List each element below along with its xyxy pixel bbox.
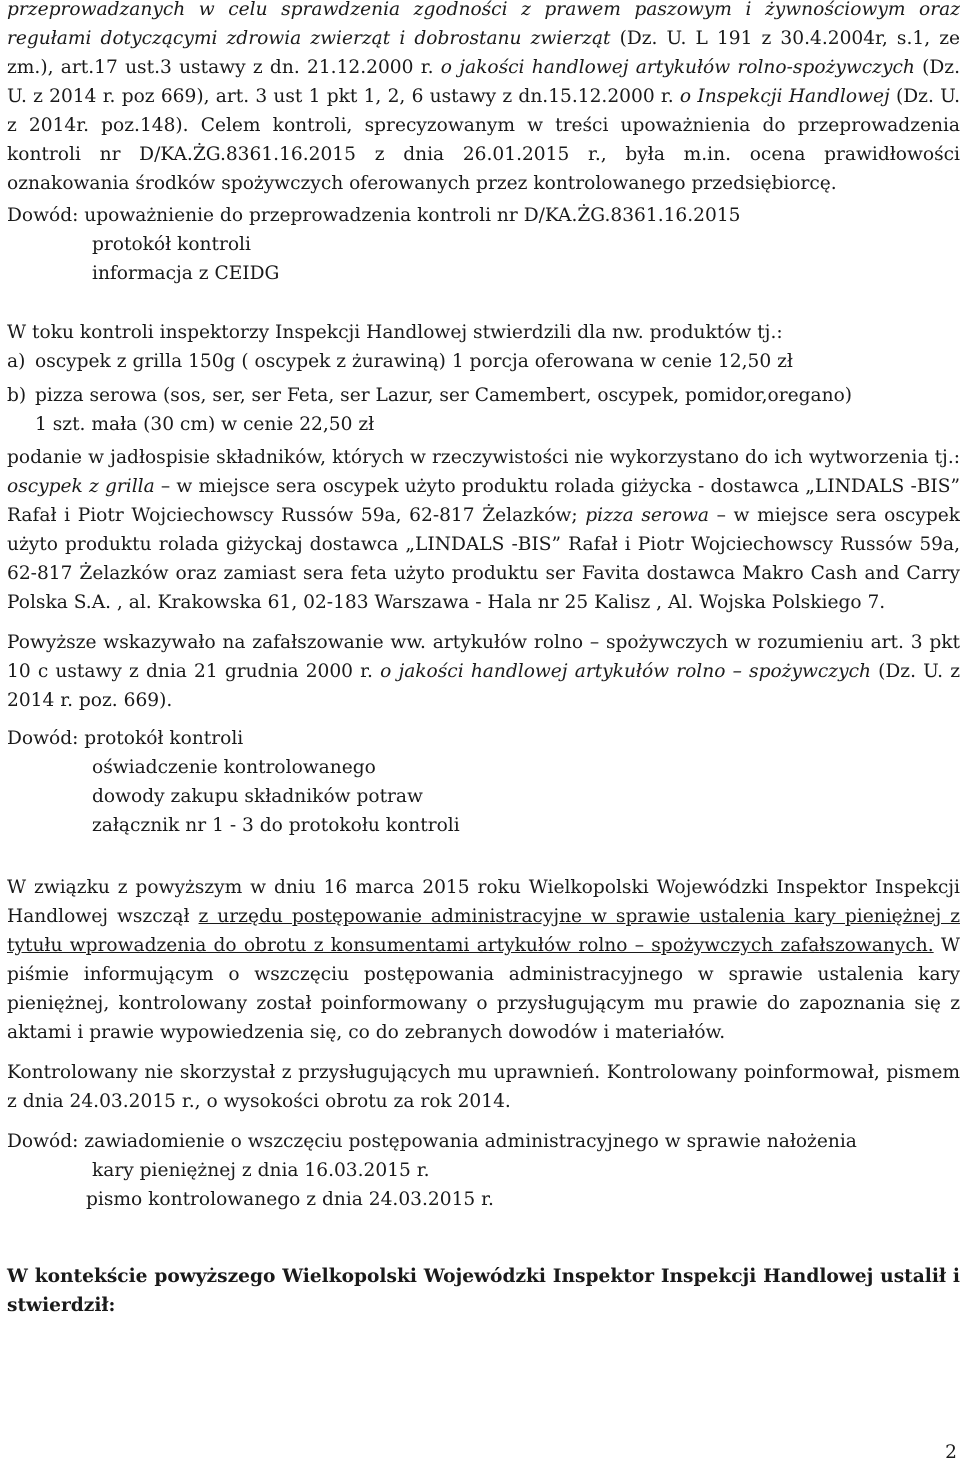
paragraph-ingredients — [7, 443, 960, 617]
list-text: 1 szt. mała (30 cm) w cenie 22,50 zł — [35, 414, 375, 435]
list-text: oscypek z grilla 150g ( oscypek z żurawiną) 1 porcja oferowana w cenie 12,50 zł — [35, 351, 793, 372]
paragraph-legal-basis — [7, 0, 960, 198]
evidence-item: informacja z CEIDG — [92, 263, 280, 284]
text: (Dz. U. z 2014 r. poz 669), art. 3 ust 1 pkt 1, 2, 6 ustawy z dn.15.12.2000 r. — [7, 57, 960, 107]
evidence-item: załącznik nr 1 - 3 do protokołu kontroli — [92, 815, 460, 836]
list-label: b) — [7, 385, 27, 406]
product-name-italic: oscypek z grilla — [7, 476, 155, 497]
regulation-title-italic: przeprowadzanych w celu sprawdzenia zgodności z prawem paszowym i żywnościowym oraz regułami dotyczącymi zdrowia zwierząt i dobrostanu zwierząt — [7, 0, 960, 49]
list-item — [7, 347, 960, 376]
list-label: a) — [7, 351, 26, 372]
product-name-italic: pizza serowa — [585, 505, 710, 526]
act-title-italic: o jakości handlowej artykułów rolno-spożywczych — [440, 57, 915, 78]
evidence-block-1 — [7, 201, 960, 288]
findings-list — [7, 347, 960, 439]
paragraph-conclusion-heading: W kontekście powyższego Wielkopolski Wojewódzki Inspektor Inspekcji Handlowej ustalił i stwierdził: — [7, 1266, 960, 1316]
evidence-item: protokół kontroli — [92, 234, 251, 255]
text: Powyższe wskazywało na zafałszowanie ww. artykułów rolno – spożywczych w rozumieniu art. 3 pkt 10 c ustawy z dnia 21 grudnia 2000 r. — [7, 632, 960, 682]
act-title-italic: o Inspekcji Handlowej — [679, 86, 890, 107]
page-number: 2 — [945, 1442, 957, 1463]
paragraph-response: Kontrolowany nie skorzystał z przysługujących mu uprawnień. Kontrolowany poinformował, pismem z dnia 24.03.2015 r., o wysokości obrotu za rok 2014. — [7, 1062, 960, 1112]
list-text: pizza serowa (sos, ser, ser Feta, ser Lazur, ser Camembert, oscypek, pomidor,oregano) — [35, 385, 853, 406]
text: W związku z powyższym w dniu 16 marca 2015 roku Wielkopolski Wojewódzki Inspektor Inspekcji Handlowej wszczął — [7, 877, 960, 927]
evidence-label: Dowód: — [7, 205, 79, 226]
text: (Dz. U. L 191 z 30.4.2004r, s.1, ze zm.), art.17 ust.3 ustawy z dn. 21.12.2000 r. — [7, 28, 960, 78]
evidence-label: Dowód: — [7, 728, 79, 749]
text: (Dz. U. z 2014 r. poz. 669). — [7, 661, 960, 711]
act-title-italic: o jakości handlowej artykułów rolno – spożywczych — [380, 661, 871, 682]
list-item-continuation — [7, 410, 960, 439]
evidence-item: pismo kontrolowanego z dnia 24.03.2015 r. — [86, 1189, 494, 1210]
evidence-item: upoważnienie do przeprowadzenia kontroli nr D/KA.ŻG.8361.16.2015 — [78, 205, 741, 226]
text: – w miejsce sera oscypek użyto produktu rolada giżyckaj dostawca „LINDALS -BIS” Rafał i Piotr Wojciechowscy Russów 59a, 62-817 Żelazków oraz zamiast sera feta użyto produktu ser Favita dostawca Makro Cash and Carry Polska S.A. , al. Krakowska 61, 02-183 Warszawa - Hala nr 25 Kalisz , Al. Wojska Polskiego 7. — [7, 505, 960, 613]
evidence-item: dowody zakupu składników potraw — [92, 786, 423, 807]
evidence-item: kary pieniężnej z dnia 16.03.2015 r. — [92, 1160, 430, 1181]
list-item — [7, 381, 960, 410]
evidence-block-3 — [7, 1127, 960, 1214]
paragraph-proceedings — [7, 873, 960, 1047]
underlined-text: z urzędu postępowanie administracyjne w sprawie ustalenia kary pieniężnej z tytułu wprowadzenia do obrotu z konsumentami artykułów rolno – spożywczych zafałszowanych. — [7, 906, 960, 956]
evidence-label: Dowód: — [7, 1131, 79, 1152]
findings-intro: W toku kontroli inspektorzy Inspekcji Handlowej stwierdzili dla nw. produktów tj.: — [7, 322, 783, 343]
evidence-item: protokół kontroli — [78, 728, 244, 749]
text: (Dz. U. z 2014r. poz.148). Celem kontroli, sprecyzowanym w treści upoważnienia do przeprowadzenia kontroli nr D/KA.ŻG.8361.16.2015 z dnia 26.01.2015 r., była m.in. ocena prawidłowości oznakowania środków spożywczych oferowanych przez kontrolowanego przedsiębiorcę. — [7, 86, 960, 194]
text: podanie w jadłospisie składników, których w rzeczywistości nie wykorzystano do ich wytworzenia tj.: — [7, 447, 960, 468]
paragraph-adulteration — [7, 628, 960, 715]
evidence-block-2 — [7, 724, 960, 840]
text: W piśmie informującym o wszczęciu postępowania administracyjnego w sprawie ustalenia kary pieniężnej, kontrolowany został poinformowany o przysługującym mu prawie do zapoznania się z aktami i prawie wypowiedzenia się, co do zebranych dowodów i materiałów. — [7, 935, 960, 1043]
text: – w miejsce sera oscypek użyto produktu rolada giżycka - dostawca „LINDALS -BIS” Rafał i Piotr Wojciechowscy Russów 59a, 62-817 Żelazków; — [7, 476, 960, 526]
evidence-item: zawiadomienie o wszczęciu postępowania administracyjnego w sprawie nałożenia — [78, 1131, 857, 1152]
evidence-item: oświadczenie kontrolowanego — [92, 757, 376, 778]
document-page — [7, 0, 960, 1320]
